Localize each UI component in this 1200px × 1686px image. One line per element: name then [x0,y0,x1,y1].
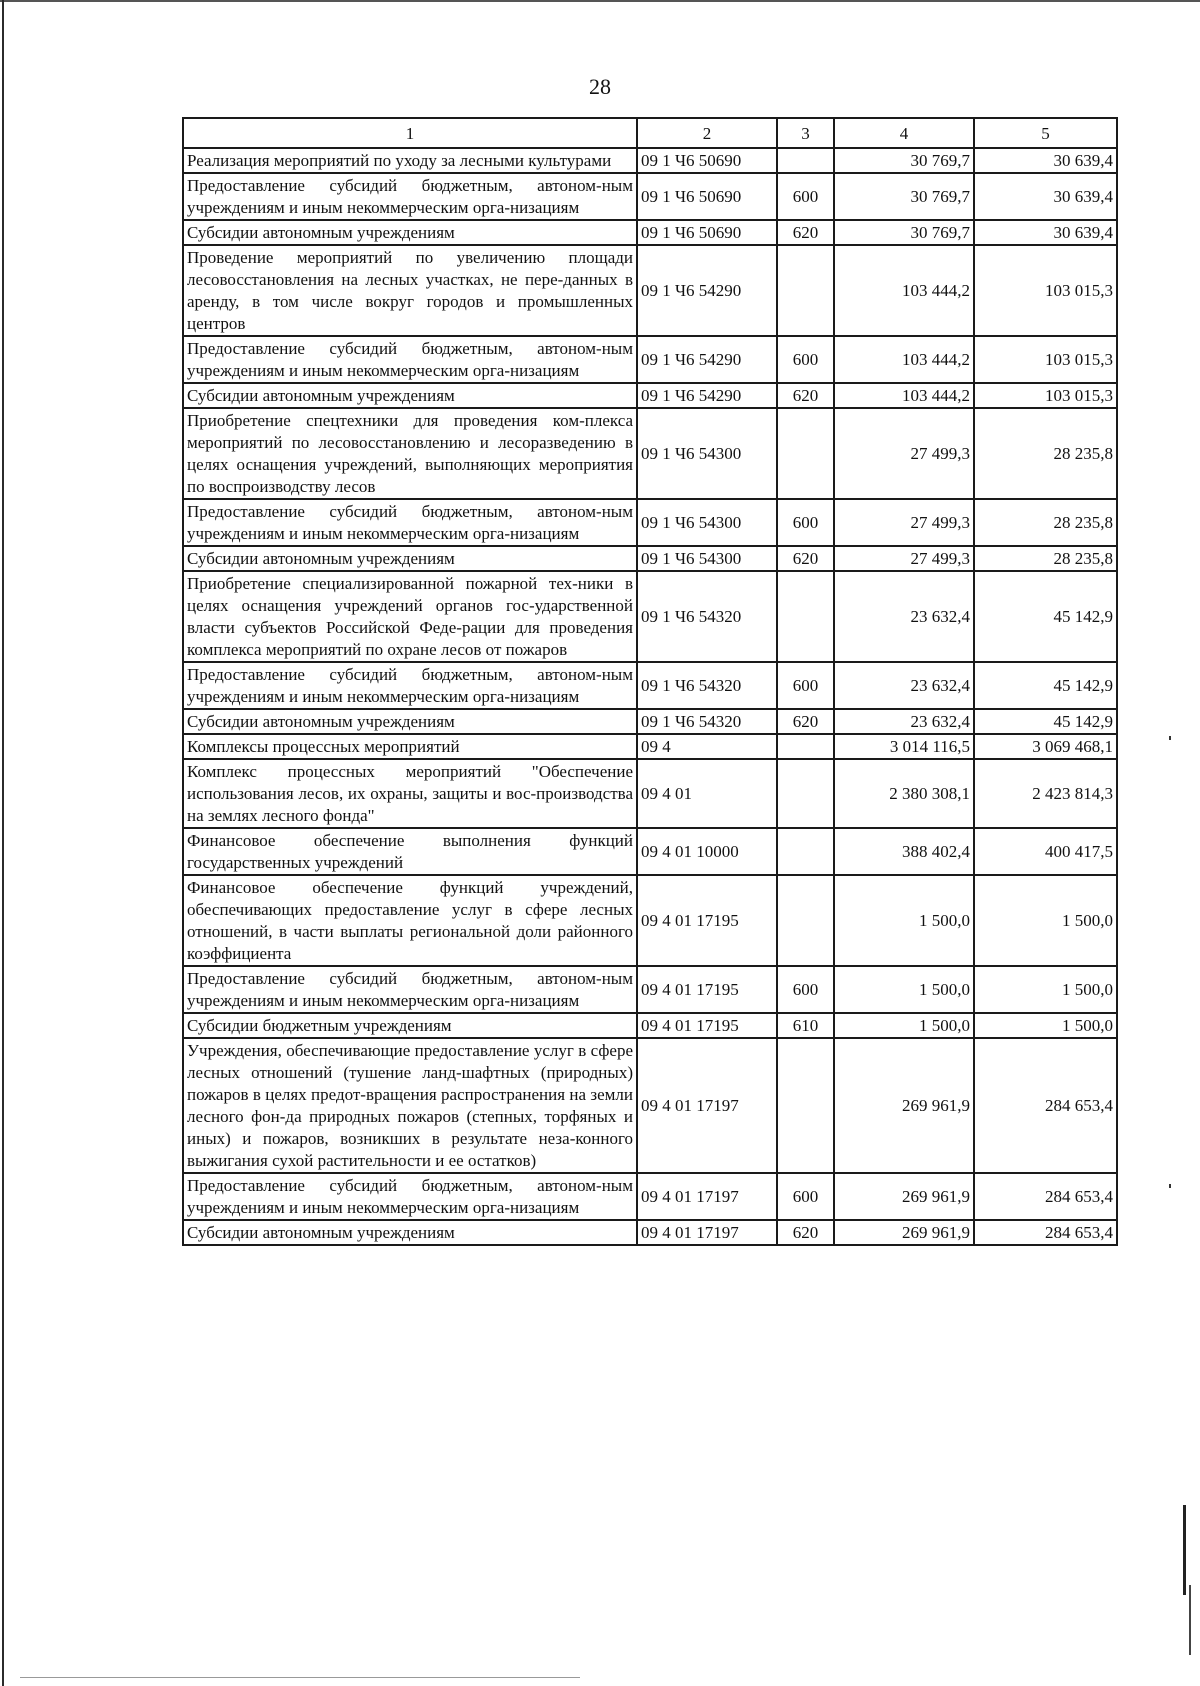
table-row [183,1013,1117,1038]
table-row [183,220,1117,245]
column-header: 5 [974,118,1117,148]
row-amount-col4: 27 499,3 [834,546,974,571]
row-amount-col4: 30 769,7 [834,148,974,173]
row-name: Проведение мероприятий по увеличению площади лесовосстановления на лесных участках, не пере-данных в аренду, в том числе вокруг городов и промышленных центров [183,245,637,336]
row-expense-type [777,875,834,966]
row-name: Предоставление субсидий бюджетным, автоном-ным учреждениям и иным некоммерческим орга-низациям [183,499,637,546]
row-expense-type: 600 [777,499,834,546]
row-name: Субсидии автономным учреждениям [183,546,637,571]
row-amount-col5: 28 235,8 [974,499,1117,546]
row-name: Комплекс процессных мероприятий "Обеспечение использования лесов, их охраны, защиты и вос-производства на землях лесного фонда" [183,759,637,828]
table-row [183,245,1117,336]
row-code: 09 4 01 17195 [637,875,777,966]
row-code: 09 1 Ч6 54290 [637,383,777,408]
row-amount-col5: 30 639,4 [974,148,1117,173]
row-name: Предоставление субсидий бюджетным, автоном-ным учреждениям и иным некоммерческим орга-низациям [183,1173,637,1220]
row-code: 09 1 Ч6 54300 [637,546,777,571]
row-name: Субсидии автономным учреждениям [183,709,637,734]
row-name: Приобретение спецтехники для проведения ком-плекса мероприятий по лесовосстановлению и лесоразведению в целях оснащения учреждений, выполняющих мероприятия по воспроизводству лесов [183,408,637,499]
row-name: Предоставление субсидий бюджетным, автоном-ным учреждениям и иным некоммерческим орга-низациям [183,662,637,709]
row-expense-type: 620 [777,383,834,408]
row-expense-type [777,245,834,336]
row-expense-type: 600 [777,662,834,709]
row-expense-type [777,148,834,173]
row-amount-col5: 45 142,9 [974,571,1117,662]
table-row [183,662,1117,709]
row-expense-type: 600 [777,336,834,383]
row-code: 09 1 Ч6 54320 [637,709,777,734]
row-code: 09 4 01 17197 [637,1173,777,1220]
row-code: 09 4 01 17197 [637,1220,777,1245]
row-amount-col4: 30 769,7 [834,173,974,220]
row-amount-col4: 269 961,9 [834,1173,974,1220]
row-amount-col4: 27 499,3 [834,408,974,499]
table-row [183,571,1117,662]
scan-edge-right [1183,1505,1186,1595]
row-amount-col4: 23 632,4 [834,662,974,709]
table-row [183,875,1117,966]
row-code: 09 4 01 10000 [637,828,777,875]
row-name: Субсидии автономным учреждениям [183,1220,637,1245]
table-row [183,336,1117,383]
row-expense-type: 600 [777,173,834,220]
row-expense-type [777,828,834,875]
row-expense-type [777,734,834,759]
row-amount-col5: 103 015,3 [974,336,1117,383]
row-amount-col4: 269 961,9 [834,1038,974,1173]
table-row [183,546,1117,571]
row-amount-col5: 1 500,0 [974,875,1117,966]
row-expense-type: 600 [777,966,834,1013]
row-name: Предоставление субсидий бюджетным, автоном-ным учреждениям и иным некоммерческим орга-низациям [183,173,637,220]
row-amount-col5: 30 639,4 [974,220,1117,245]
row-amount-col5: 284 653,4 [974,1220,1117,1245]
row-name: Финансовое обеспечение функций учреждений, обеспечивающих предоставление услуг в сфере лесных отношений, в части выплаты региональной доли районного коэффициента [183,875,637,966]
row-amount-col5: 1 500,0 [974,966,1117,1013]
row-code: 09 4 01 17197 [637,1038,777,1173]
table-header-row [183,118,1117,148]
row-expense-type [777,408,834,499]
row-code: 09 4 01 [637,759,777,828]
page-number: 28 [589,74,611,99]
row-name: Субсидии автономным учреждениям [183,220,637,245]
row-name: Реализация мероприятий по уходу за лесными культурами [183,148,637,173]
row-code: 09 1 Ч6 54320 [637,662,777,709]
row-code: 09 1 Ч6 50690 [637,148,777,173]
row-amount-col5: 103 015,3 [974,383,1117,408]
table-row [183,1038,1117,1173]
row-amount-col4: 3 014 116,5 [834,734,974,759]
row-amount-col4: 23 632,4 [834,571,974,662]
row-name: Учреждения, обеспечивающие предоставление услуг в сфере лесных отношений (тушение ланд-шафтных (природных) пожаров в целях предот-вращения распространения на земли лесного фон-да природных пожаров (степных, торфяных и иных) и пожаров, возникших в результате неза-конного выжигания сухой растительности и ее остатков) [183,1038,637,1173]
row-amount-col5: 45 142,9 [974,709,1117,734]
row-amount-col4: 27 499,3 [834,499,974,546]
row-amount-col4: 103 444,2 [834,245,974,336]
row-code: 09 1 Ч6 54290 [637,245,777,336]
row-amount-col5: 400 417,5 [974,828,1117,875]
row-amount-col5: 284 653,4 [974,1173,1117,1220]
row-expense-type: 620 [777,220,834,245]
column-header: 2 [637,118,777,148]
row-amount-col5: 45 142,9 [974,662,1117,709]
scan-edge-right [1189,1585,1191,1655]
row-name: Субсидии бюджетным учреждениям [183,1013,637,1038]
row-code: 09 1 Ч6 54290 [637,336,777,383]
row-amount-col5: 28 235,8 [974,546,1117,571]
row-expense-type: 610 [777,1013,834,1038]
scan-speck [1169,736,1171,740]
row-code: 09 4 01 17195 [637,1013,777,1038]
row-expense-type [777,759,834,828]
row-amount-col4: 388 402,4 [834,828,974,875]
row-name: Субсидии автономным учреждениям [183,383,637,408]
table-row [183,1173,1117,1220]
table-row [183,966,1117,1013]
row-code: 09 4 [637,734,777,759]
row-code: 09 1 Ч6 50690 [637,220,777,245]
row-name: Предоставление субсидий бюджетным, автоном-ным учреждениям и иным некоммерческим орга-низациям [183,966,637,1013]
table-row [183,709,1117,734]
row-expense-type [777,571,834,662]
row-code: 09 1 Ч6 50690 [637,173,777,220]
column-header: 4 [834,118,974,148]
row-amount-col4: 103 444,2 [834,336,974,383]
row-code: 09 1 Ч6 54300 [637,499,777,546]
row-expense-type: 620 [777,709,834,734]
row-code: 09 4 01 17195 [637,966,777,1013]
row-amount-col4: 30 769,7 [834,220,974,245]
row-amount-col5: 1 500,0 [974,1013,1117,1038]
row-amount-col4: 2 380 308,1 [834,759,974,828]
row-name: Комплексы процессных мероприятий [183,734,637,759]
row-amount-col5: 284 653,4 [974,1038,1117,1173]
column-header: 1 [183,118,637,148]
row-amount-col4: 269 961,9 [834,1220,974,1245]
row-name: Финансовое обеспечение выполнения функций государственных учреждений [183,828,637,875]
row-amount-col4: 1 500,0 [834,1013,974,1038]
table-row [183,408,1117,499]
table-row [183,759,1117,828]
table-row [183,1220,1117,1245]
table-row [183,383,1117,408]
row-amount-col4: 103 444,2 [834,383,974,408]
row-expense-type [777,1038,834,1173]
table-row [183,499,1117,546]
row-code: 09 1 Ч6 54300 [637,408,777,499]
row-amount-col5: 3 069 468,1 [974,734,1117,759]
row-amount-col5: 30 639,4 [974,173,1117,220]
row-amount-col5: 28 235,8 [974,408,1117,499]
row-amount-col5: 2 423 814,3 [974,759,1117,828]
scan-edge-left [2,0,4,1686]
scan-edge-top [0,0,1200,2]
row-amount-col4: 1 500,0 [834,966,974,1013]
row-expense-type: 620 [777,1220,834,1245]
row-amount-col4: 1 500,0 [834,875,974,966]
table-row [183,173,1117,220]
row-amount-col4: 23 632,4 [834,709,974,734]
scan-speck [1169,1184,1171,1188]
row-amount-col5: 103 015,3 [974,245,1117,336]
row-name: Предоставление субсидий бюджетным, автоном-ным учреждениям и иным некоммерческим орга-низациям [183,336,637,383]
row-code: 09 1 Ч6 54320 [637,571,777,662]
column-header: 3 [777,118,834,148]
table-row [183,828,1117,875]
row-expense-type: 600 [777,1173,834,1220]
table-row [183,734,1117,759]
table-row [183,148,1117,173]
row-expense-type: 620 [777,546,834,571]
table-body [183,148,1117,1245]
budget-table [182,117,1118,1246]
scan-edge-bottom [20,1677,580,1678]
row-name: Приобретение специализированной пожарной тех-ники в целях оснащения учреждений органов гос-ударственной власти субъектов Российской Феде-рации для проведения комплекса мероприятий по охране лесов от пожаров [183,571,637,662]
